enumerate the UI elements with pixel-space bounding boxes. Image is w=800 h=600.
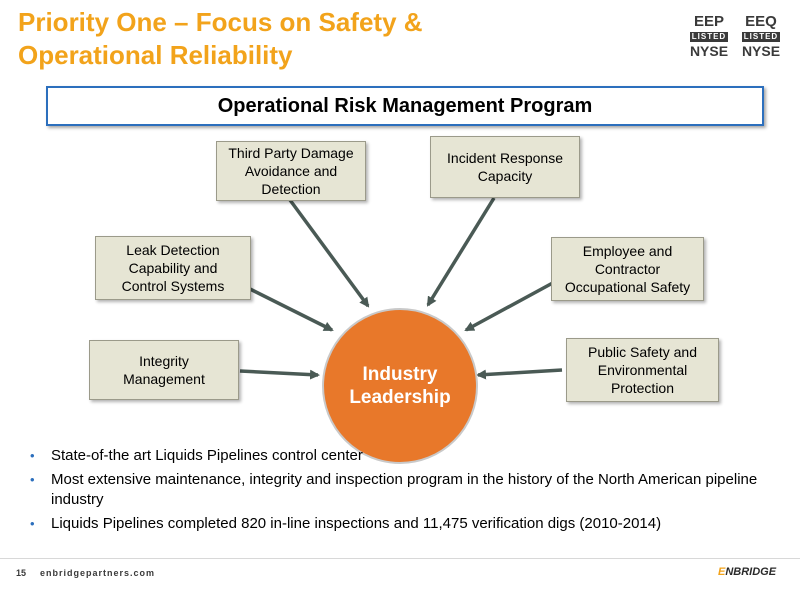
badge-exchange: NYSE	[741, 43, 781, 59]
box-integrity-management: Integrity Management	[89, 340, 239, 400]
arrow-public	[478, 370, 562, 375]
industry-leadership-circle: Industry Leadership	[322, 308, 478, 464]
box-incident-response: Incident Response Capacity	[430, 136, 580, 198]
list-item	[26, 446, 786, 466]
box-third-party-damage: Third Party Damage Avoidance and Detection	[216, 141, 366, 201]
badge-listed: LISTED	[743, 32, 779, 41]
box-public-safety: Public Safety and Environmental Protection	[566, 338, 719, 402]
bullet-text: Most extensive maintenance, integrity and inspection program in the history of the North American pipeline industry	[51, 471, 758, 508]
page-number: 15	[16, 568, 27, 578]
list-item	[26, 470, 786, 510]
arrow-integrity	[240, 371, 318, 375]
list-item	[26, 514, 786, 534]
badge-listed: LISTED	[691, 32, 727, 41]
enbridge-logo	[718, 566, 776, 578]
bullet-icon: •	[30, 448, 35, 463]
arrow-incident	[428, 198, 494, 305]
box-leak-detection: Leak Detection Capability and Control Systems	[95, 236, 251, 300]
bullet-icon: •	[30, 472, 35, 487]
footer-divider	[0, 558, 800, 559]
slide-title: Priority One – Focus on Safety & Operational Reliability	[18, 7, 423, 70]
badge-ticker: EEQ	[745, 13, 777, 30]
arrow-third-party	[290, 200, 368, 306]
box-employee-safety: Employee and Contractor Occupational Safety	[551, 237, 704, 301]
badge-exchange: NYSE	[689, 43, 729, 59]
bullet-list	[26, 446, 786, 538]
bullet-icon: •	[30, 516, 35, 531]
bullet-text: State-of-the art Liquids Pipelines control center	[51, 447, 363, 464]
program-title: Operational Risk Management Program	[46, 86, 764, 126]
logo-text: NBRIDGE	[725, 566, 777, 578]
bullet-text: Liquids Pipelines completed 820 in-line inspections and 11,475 verification digs (2010-2014)	[51, 515, 662, 532]
arrow-employee	[466, 279, 560, 330]
logo-initial: E	[718, 566, 726, 578]
badge-ticker: EEP	[693, 13, 724, 30]
website-link[interactable]: enbridgepartners.com	[40, 568, 156, 578]
